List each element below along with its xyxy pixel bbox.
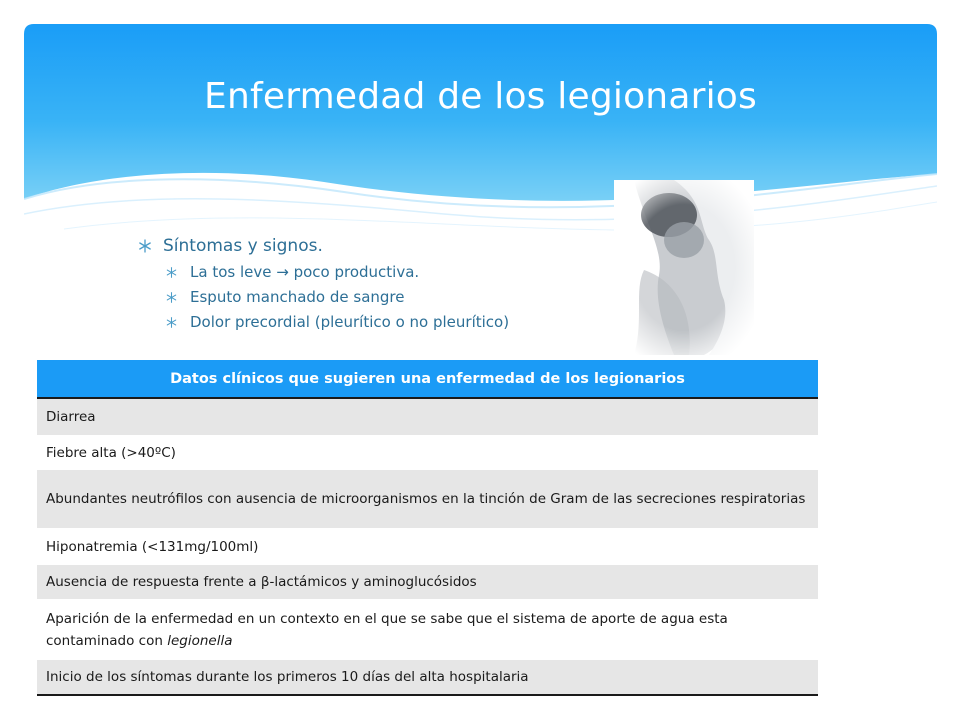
table-cell: Diarrea	[46, 409, 96, 425]
table-row	[37, 399, 818, 435]
asterisk-bullet-icon	[165, 266, 178, 279]
asterisk-bullet-icon	[137, 238, 153, 254]
bullet-sub-text: Dolor precordial (pleurítico o no pleurítico)	[190, 313, 510, 331]
clinical-data-table	[37, 360, 818, 696]
table-cell-text: Aparición de la enfermedad en un contexto en el que se sabe que el sistema de aporte de agua esta contaminado con	[46, 610, 728, 649]
table-cell: Fiebre alta (>40ºC)	[46, 444, 176, 461]
bullet-main-text: Síntomas y signos.	[163, 236, 323, 256]
table-row	[37, 470, 818, 528]
table-row	[37, 660, 818, 696]
table-cell-italic: legionella	[167, 632, 233, 649]
bullet-sub	[137, 310, 607, 334]
table-header: Datos clínicos que sugieren una enfermedad de los legionarios	[37, 360, 818, 399]
table-cell: Abundantes neutrófilos con ausencia de microorganismos en la tinción de Gram de las secreciones respiratorias	[46, 491, 806, 507]
bullet-main	[137, 233, 607, 259]
bullet-sub	[137, 285, 607, 309]
table-cell: Inicio de los síntomas durante los primeros 10 días del alta hospitalaria	[46, 669, 529, 685]
slide-title: Enfermedad de los legionarios	[204, 76, 757, 117]
table-cell: Hiponatremia (<131mg/100ml)	[46, 538, 259, 555]
bullet-sub-text: La tos leve → poco productiva.	[190, 263, 420, 281]
bullet-list	[137, 233, 607, 334]
table-row	[37, 599, 818, 660]
asterisk-bullet-icon	[165, 316, 178, 329]
header-band	[24, 24, 937, 264]
table-row	[37, 435, 818, 470]
person-coughing-photo	[614, 180, 754, 355]
bullet-sub	[137, 260, 607, 284]
table-row	[37, 565, 818, 599]
table-cell	[46, 608, 809, 652]
table-cell: Ausencia de respuesta frente a β-lactámicos y aminoglucósidos	[46, 574, 477, 590]
asterisk-bullet-icon	[165, 291, 178, 304]
bullet-sub-text: Esputo manchado de sangre	[190, 288, 405, 306]
table-row	[37, 528, 818, 565]
